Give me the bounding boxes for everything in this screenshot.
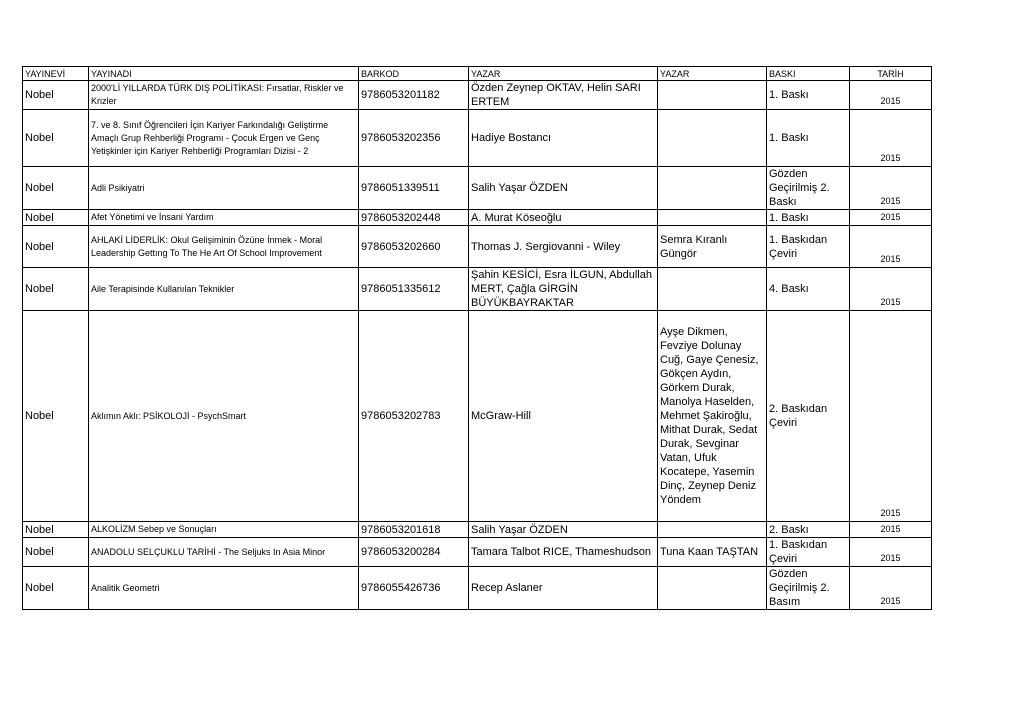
table-row [23, 311, 932, 522]
cell-baski: 1. Baskı [767, 110, 850, 167]
cell-yayinadi: Aile Terapisinde Kullanılan Teknikler [89, 268, 359, 311]
cell-baski: 4. Baskı [767, 268, 850, 311]
cell-barkod: 9786055426736 [359, 567, 469, 610]
header-yayinadi: YAYINADI [89, 67, 359, 81]
cell-tarih: 2015 [850, 311, 932, 522]
cell-barkod: 9786051339511 [359, 167, 469, 210]
cell-baski: 1. Baskı [767, 81, 850, 110]
cell-yazar: Salih Yaşar ÖZDEN [469, 522, 658, 538]
table-row [23, 226, 932, 268]
cell-baski: Gözden Geçirilmiş 2. Basım [767, 567, 850, 610]
cell-barkod: 9786053202448 [359, 210, 469, 226]
cell-yayinevi: Nobel [23, 522, 89, 538]
cell-yazar-2 [658, 522, 767, 538]
table-row [23, 268, 932, 311]
cell-barkod: 9786053201618 [359, 522, 469, 538]
cell-yayinadi: Adli Psikiyatri [89, 167, 359, 210]
header-yazar-2: YAZAR [658, 67, 767, 81]
cell-tarih: 2015 [850, 81, 932, 110]
cell-yazar: McGraw-Hill [469, 311, 658, 522]
cell-yazar-2 [658, 167, 767, 210]
cell-barkod: 9786053200284 [359, 538, 469, 567]
header-barkod: BARKOD [359, 67, 469, 81]
cell-tarih: 2015 [850, 522, 932, 538]
table-row [23, 110, 932, 167]
cell-barkod: 9786053202660 [359, 226, 469, 268]
cell-barkod: 9786051335612 [359, 268, 469, 311]
cell-yayinevi: Nobel [23, 311, 89, 522]
cell-yayinadi [89, 226, 359, 268]
cell-yazar: Şahin KESİCİ, Esra İLGUN, Abdullah MERT, Çağla GİRGİN BÜYÜKBAYRAKTAR [469, 268, 658, 311]
cell-yayinevi: Nobel [23, 81, 89, 110]
cell-tarih: 2015 [850, 110, 932, 167]
cell-yazar: Salih Yaşar ÖZDEN [469, 167, 658, 210]
table-row [23, 210, 932, 226]
cell-yazar: A. Murat Köseoğlu [469, 210, 658, 226]
cell-baski: Gözden Geçirilmiş 2. Baskı [767, 167, 850, 210]
cell-yazar: Thomas J. Sergiovanni - Wiley [469, 226, 658, 268]
header-yayinevi: YAYINEVİ [23, 67, 89, 81]
cell-tarih: 2015 [850, 210, 932, 226]
cell-yayinadi [89, 110, 359, 167]
cell-yayinevi: Nobel [23, 538, 89, 567]
cell-yazar-2 [658, 210, 767, 226]
cell-yazar: Tamara Talbot RICE, Thameshudson [469, 538, 658, 567]
table-row [23, 167, 932, 210]
cell-yazar-2: Tuna Kaan TAŞTAN [658, 538, 767, 567]
yayinadi-line: AHLAKİ LİDERLİK: Okul Gelişiminin Özüne İnmek - Moral [91, 234, 323, 245]
cell-yayinevi: Nobel [23, 567, 89, 610]
cell-tarih: 2015 [850, 567, 932, 610]
cell-yazar-2 [658, 110, 767, 167]
cell-barkod: 9786053202783 [359, 311, 469, 522]
table-row [23, 567, 932, 610]
header-row [23, 67, 932, 81]
cell-yayinadi: Afet Yönetimi ve İnsani Yardım [89, 210, 359, 226]
cell-yazar-2 [658, 268, 767, 311]
yayinadi-line: 7. ve 8. Sınıf Öğrencileri İçin Kariyer Farkındalığı Geliştirme [91, 119, 329, 130]
cell-baski: 2. Baskı [767, 522, 850, 538]
cell-yayinadi: ALKOLİZM Sebep ve Sonuçları [89, 522, 359, 538]
cell-yayinevi: Nobel [23, 167, 89, 210]
cell-tarih: 2015 [850, 268, 932, 311]
cell-barkod: 9786053202356 [359, 110, 469, 167]
table-row [23, 81, 932, 110]
cell-yayinevi: Nobel [23, 210, 89, 226]
yayinadi-line: Amaçlı Grup Rehberliği Programı - Çocuk Ergen ve Genç [91, 132, 320, 143]
cell-tarih: 2015 [850, 226, 932, 268]
cell-yazar-2: Ayşe Dikmen, Fevziye Dolunay Cuğ, Gaye Çenesiz, Gökçen Aydın, Görkem Durak, Manolya Haselden, Mehmet Şakiroğlu, Mithat Durak, Sedat Durak, Sevginar Vatan, Ufuk Kocatepe, Yasemin Dinç, Zeynep Deniz Yöndem [658, 311, 767, 522]
header-yazar: YAZAR [469, 67, 658, 81]
cell-baski: 1. Baskıdan Çeviri [767, 538, 850, 567]
cell-yayinadi: Aklımın Aklı: PSİKOLOJİ - PsychSmart [89, 311, 359, 522]
cell-yayinevi: Nobel [23, 226, 89, 268]
yayinadi-line: Leadership Gettıng To The He Art Of School Improvement [91, 247, 322, 258]
cell-barkod: 9786053201182 [359, 81, 469, 110]
cell-tarih: 2015 [850, 538, 932, 567]
cell-yayinadi: ANADOLU SELÇUKLU TARİHİ - The Seljuks In Asia Minor [89, 538, 359, 567]
cell-yazar: Recep Aslaner [469, 567, 658, 610]
cell-yayinevi: Nobel [23, 268, 89, 311]
book-table [22, 66, 932, 610]
table-row [23, 538, 932, 567]
cell-yazar-2: Semra Kıranlı Güngör [658, 226, 767, 268]
cell-yazar-2 [658, 81, 767, 110]
header-tarih: TARİH [850, 67, 932, 81]
cell-baski: 1. Baskı [767, 210, 850, 226]
cell-yazar-2 [658, 567, 767, 610]
cell-yazar: Özden Zeynep OKTAV, Helin SARI ERTEM [469, 81, 658, 110]
cell-baski: 2. Baskıdan Çeviri [767, 311, 850, 522]
yayinadi-line: Yetişkinler için Kariyer Rehberliği Programları Dizisi - 2 [91, 145, 309, 156]
cell-tarih: 2015 [850, 167, 932, 210]
cell-baski: 1. Baskıdan Çeviri [767, 226, 850, 268]
table-row [23, 522, 932, 538]
cell-yazar: Hadiye Bostancı [469, 110, 658, 167]
header-baski: BASKI [767, 67, 850, 81]
cell-yayinadi: 2000'Lİ YILLARDA TÜRK DIŞ POLİTİKASI: Fırsatlar, Riskler ve Krizler [89, 81, 359, 110]
cell-yayinevi: Nobel [23, 110, 89, 167]
cell-yayinadi: Analitik Geometri [89, 567, 359, 610]
